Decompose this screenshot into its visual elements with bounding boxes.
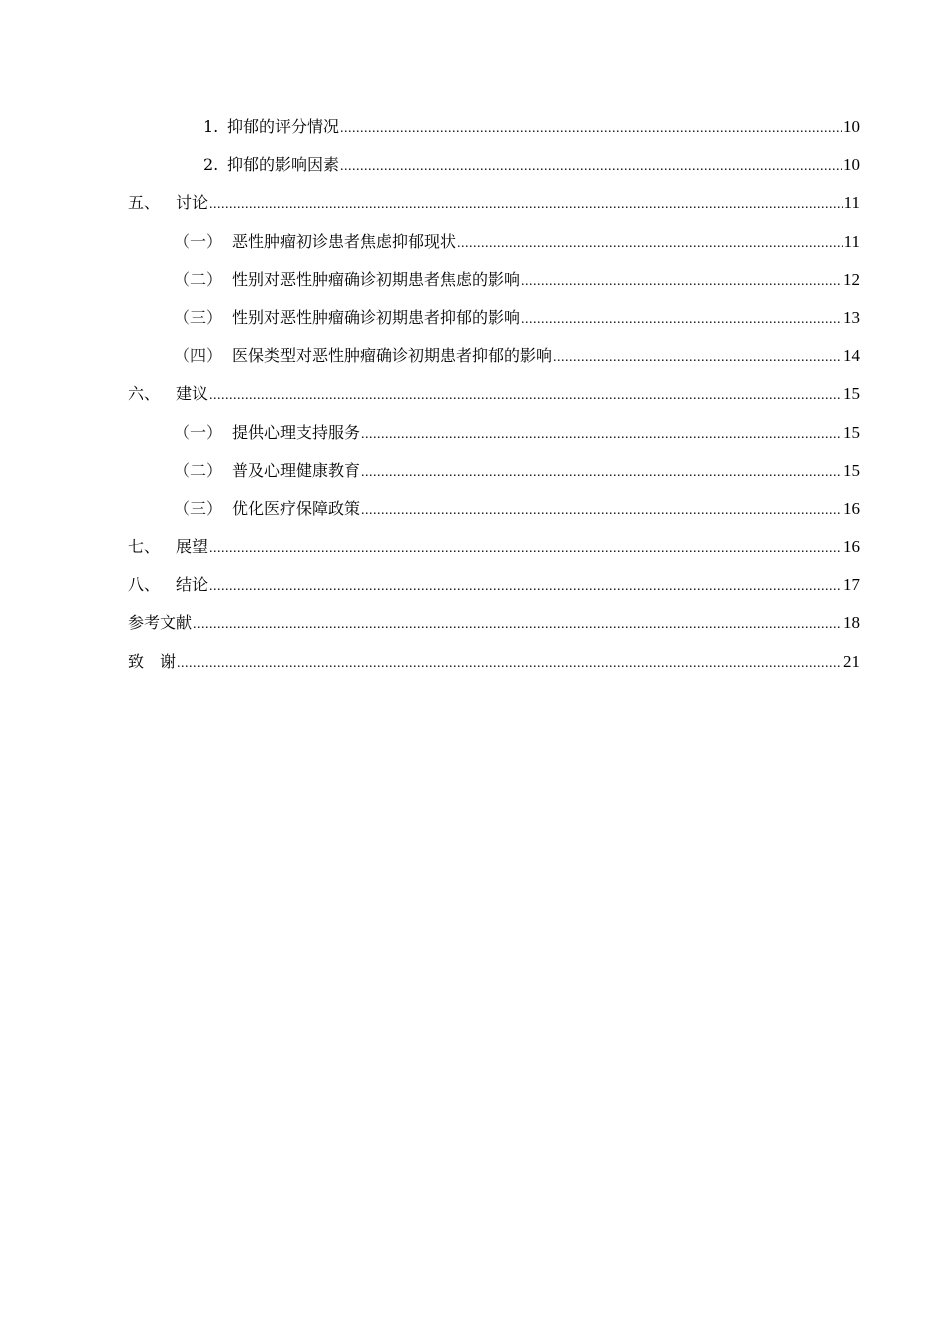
- toc-entry-page: 16: [843, 498, 860, 518]
- dot-leader: [457, 230, 843, 258]
- toc-entry-page: 18: [843, 613, 860, 633]
- dot-leader: [553, 344, 842, 372]
- toc-entry-number: 六、: [128, 384, 161, 404]
- toc-entry-number: 1.: [203, 117, 219, 136]
- toc-entry-number: （四）: [174, 346, 223, 366]
- toc-entry-page: 12: [843, 269, 860, 289]
- toc-entry-number: （二）: [174, 269, 223, 289]
- toc-entry-depression-scores[interactable]: [128, 113, 860, 151]
- toc-entry-title: 性别对恶性肿瘤确诊初期患者抑郁的影响: [232, 307, 521, 327]
- toc-entry-title: 讨论: [176, 193, 209, 213]
- dot-leader: [521, 306, 842, 334]
- toc-entry-title: 普及心理健康教育: [232, 460, 361, 480]
- toc-entry-suggestions[interactable]: [128, 380, 860, 418]
- toc-entry-acknowledgements[interactable]: [128, 648, 860, 686]
- toc-entry-health-education[interactable]: [128, 457, 860, 495]
- toc-entry-number: （三）: [174, 307, 223, 327]
- toc-entry-title: 抑郁的评分情况: [227, 117, 340, 136]
- toc-entry-page: 11: [843, 193, 860, 213]
- dot-leader: [209, 191, 843, 219]
- toc-entry-title: 优化医疗保障政策: [232, 498, 361, 518]
- toc-entry-number: 2.: [203, 155, 219, 175]
- toc-entry-discussion[interactable]: [128, 189, 860, 227]
- toc-entry-number: 八、: [128, 575, 161, 595]
- table-of-contents: [128, 113, 860, 686]
- toc-entry-page: 10: [843, 155, 860, 175]
- toc-entry-depression-factors[interactable]: [128, 151, 860, 189]
- toc-entry-page: 13: [843, 307, 860, 327]
- dot-leader: [361, 497, 842, 525]
- toc-entry-title: 医保类型对恶性肿瘤确诊初期患者抑郁的影响: [232, 346, 553, 366]
- toc-entry-insurance-depression[interactable]: [128, 342, 860, 380]
- toc-entry-title: 展望: [176, 537, 209, 557]
- toc-entry-number: 七、: [128, 537, 161, 557]
- toc-entry-page: 10: [843, 117, 860, 136]
- toc-entry-title: 结论: [176, 575, 209, 595]
- toc-entry-title: 恶性肿瘤初诊患者焦虑抑郁现状: [232, 231, 457, 251]
- toc-entry-title: 建议: [176, 384, 209, 404]
- dot-leader: [340, 115, 842, 143]
- toc-entry-page: 17: [843, 575, 860, 595]
- toc-entry-gender-anxiety[interactable]: [128, 266, 860, 304]
- toc-entry-outlook[interactable]: [128, 533, 860, 571]
- toc-entry-title: 致 谢: [128, 651, 177, 671]
- toc-entry-number: （二）: [174, 460, 223, 480]
- dot-leader: [209, 573, 842, 601]
- toc-entry-psych-support[interactable]: [128, 419, 860, 457]
- dot-leader: [340, 153, 842, 181]
- toc-entry-page: 21: [843, 651, 860, 671]
- dot-leader: [361, 421, 842, 449]
- dot-leader: [521, 268, 842, 296]
- toc-entry-title: 性别对恶性肿瘤确诊初期患者焦虑的影响: [232, 269, 521, 289]
- dot-leader: [209, 382, 842, 410]
- dot-leader: [209, 535, 842, 563]
- toc-entry-number: （三）: [174, 498, 223, 518]
- toc-entry-number: （一）: [174, 231, 223, 251]
- dot-leader: [177, 650, 842, 678]
- toc-entry-conclusion[interactable]: [128, 571, 860, 609]
- dot-leader: [193, 611, 842, 639]
- toc-entry-page: 16: [843, 537, 860, 557]
- toc-entry-title: 参考文献: [128, 613, 193, 633]
- toc-entry-title: 提供心理支持服务: [232, 422, 361, 442]
- toc-entry-current-status[interactable]: [128, 228, 860, 266]
- toc-entry-title: 抑郁的影响因素: [227, 155, 340, 175]
- toc-entry-number: 五、: [128, 193, 161, 213]
- toc-entry-insurance-policy[interactable]: [128, 495, 860, 533]
- toc-entry-page: 15: [843, 422, 860, 442]
- toc-entry-page: 15: [843, 460, 860, 480]
- toc-entry-references[interactable]: [128, 609, 860, 647]
- toc-entry-page: 14: [843, 346, 860, 366]
- toc-entry-gender-depression[interactable]: [128, 304, 860, 342]
- dot-leader: [361, 459, 842, 487]
- toc-entry-page: 11: [843, 231, 860, 251]
- toc-entry-page: 15: [843, 384, 860, 404]
- toc-entry-number: （一）: [174, 422, 223, 442]
